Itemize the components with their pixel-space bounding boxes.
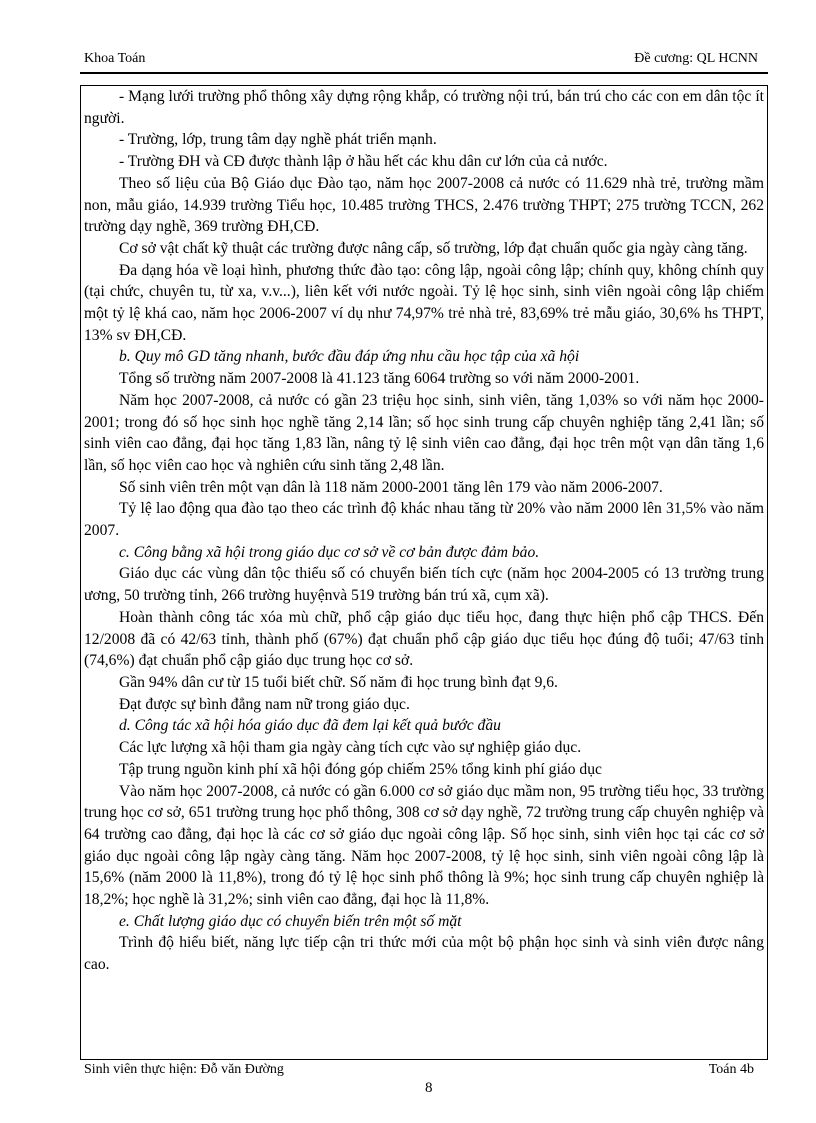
paragraph: Đa dạng hóa về loại hình, phương thức đào tạo: công lập, ngoài công lập; chính quy, không chính quy (tại chức, chuyên tu, từ xa, v.v...), liên kết với nước ngoài. Tỷ lệ học sinh, sinh viên ngoài công lập chiếm một tỷ lệ khá cao, năm học 2006-2007 ví dụ như 74,97% trẻ nhà trẻ, 83,69% trẻ mẫu giáo, 30,6% hs THPT, 13% sv ĐH,CĐ.: [84, 261, 764, 344]
paragraph: Tỷ lệ lao động qua đào tạo theo các trình độ khác nhau tăng từ 20% vào năm 2000 lên 31,5% vào năm 2007.: [84, 500, 764, 540]
paragraph: Hoàn thành công tác xóa mù chữ, phổ cập giáo dục tiểu học, đang thực hiện phổ cập THCS. Đến 12/2008 đã có 42/63 tỉnh, thành phố (67%) đạt chuẩn phổ cập giáo dục tiểu học đúng độ tuổi; 47/63 tỉnh (74,6%) đạt chuẩn phổ cập giáo dục trung học cơ sở.: [84, 608, 764, 670]
section-heading: e. Chất lượng giáo dục có chuyển biến trên một số mặt: [119, 912, 462, 930]
section-heading: b. Quy mô GD tăng nhanh, bước đầu đáp ứng nhu cầu học tập của xã hội: [119, 348, 580, 366]
footer-class: Toán 4b: [708, 1062, 754, 1077]
paragraph: - Mạng lưới trường phổ thông xây dựng rộng khắp, có trường nội trú, bán trú cho các con em dân tộc ít người.: [84, 88, 764, 127]
paragraph: Tổng số trường năm 2007-2008 là 41.123 tăng 6064 trường so với năm 2000-2001.: [119, 370, 640, 388]
section-heading: c. Công bằng xã hội trong giáo dục cơ sở về cơ bản được đảm bảo.: [119, 543, 540, 561]
paragraph: Vào năm học 2007-2008, cả nước có gần 6.000 cơ sở giáo dục mầm non, 95 trường tiểu học, 33 trường trung học cơ sở, 651 trường trung học phổ thông, 308 cơ sở dạy nghề, 72 trường trung cấp chuyên nghiệp và 64 trường cao đẳng, đại học là các cơ sở giáo dục ngoài công lập. Số học sinh, sinh viên học tại các cơ sở giáo dục ngoài công lập ngày càng tăng. Năm học 2007-2008, tỷ lệ học sinh, sinh viên ngoài công lập là 15,6% (năm 2000 là 11,8%), trong đó tỷ lệ học sinh phổ thông là 9%; học sinh trung cấp chuyên nghiệp là 18,2%; học nghề là 31,2%; sinh viên cao đẳng, đại học là 11,8%.: [84, 782, 764, 909]
page-header: [80, 50, 768, 74]
paragraph: Theo số liệu của Bộ Giáo dục Đào tạo, năm học 2007-2008 cả nước có 11.629 nhà trẻ, trường mầm non, mẫu giáo, 14.939 trường Tiểu học, 10.485 trường THCS, 2.476 trường THPT; 275 trường TCCN, 262 trường dạy nghề, 369 trường ĐH,CĐ.: [84, 174, 764, 236]
page-footer: [80, 1062, 768, 1102]
header-course-title: Đề cương: QL HCNN: [634, 51, 758, 66]
footer-author: Sinh viên thực hiện: Đỗ văn Đường: [84, 1062, 284, 1077]
paragraph: Đạt được sự bình đẳng nam nữ trong giáo dục.: [119, 695, 410, 713]
paragraph: Tập trung nguồn kinh phí xã hội đóng góp chiếm 25% tổng kinh phí giáo dục: [119, 760, 602, 778]
paragraph: Các lực lượng xã hội tham gia ngày càng tích cực vào sự nghiệp giáo dục.: [119, 739, 582, 757]
paragraph: Cơ sở vật chất kỹ thuật các trường được nâng cấp, số trường, lớp đạt chuẩn quốc gia ngày càng tăng.: [119, 239, 748, 257]
paragraph: Năm học 2007-2008, cả nước có gần 23 triệu học sinh, sinh viên, tăng 1,03% so với năm học 2000-2001; trong đó số học sinh học nghề tăng 2,14 lần; số học sinh trung cấp chuyên nghiệp tăng 2,41 lần; số sinh viên cao đẳng, đại học tăng 1,83 lần, nâng tỷ lệ sinh viên cao đẳng, đại học trên một vạn dân tăng 1,6 lần, số học viên cao học và nghiên cứu sinh tăng 2,48 lần.: [84, 391, 764, 474]
document-body: [80, 85, 768, 1060]
page-frame: [80, 22, 768, 1100]
page-number: 8: [425, 1080, 433, 1096]
paragraph: - Trường ĐH và CĐ được thành lập ở hầu hết các khu dân cư lớn của cả nước.: [119, 153, 608, 171]
section-heading: d. Công tác xã hội hóa giáo dục đã đem lại kết quả bước đầu: [119, 717, 501, 735]
paragraph: Giáo dục các vùng dân tộc thiểu số có chuyển biến tích cực (năm học 2004-2005 có 13 trường trung ương, 50 trường tỉnh, 266 trường huyệnvà 519 trường bán trú xã, cụm xã).: [84, 565, 764, 605]
paragraph: Trình độ hiểu biết, năng lực tiếp cận tri thức mới của một bộ phận học sinh và sinh viên được nâng cao.: [84, 934, 764, 974]
paragraph: Gần 94% dân cư từ 15 tuổi biết chữ. Số năm đi học trung bình đạt 9,6.: [119, 673, 558, 691]
header-department: Khoa Toán: [84, 51, 146, 66]
paragraph: Số sinh viên trên một vạn dân là 118 năm 2000-2001 tăng lên 179 vào năm 2006-2007.: [119, 478, 663, 496]
paragraph: - Trường, lớp, trung tâm dạy nghề phát triển mạnh.: [119, 131, 437, 149]
